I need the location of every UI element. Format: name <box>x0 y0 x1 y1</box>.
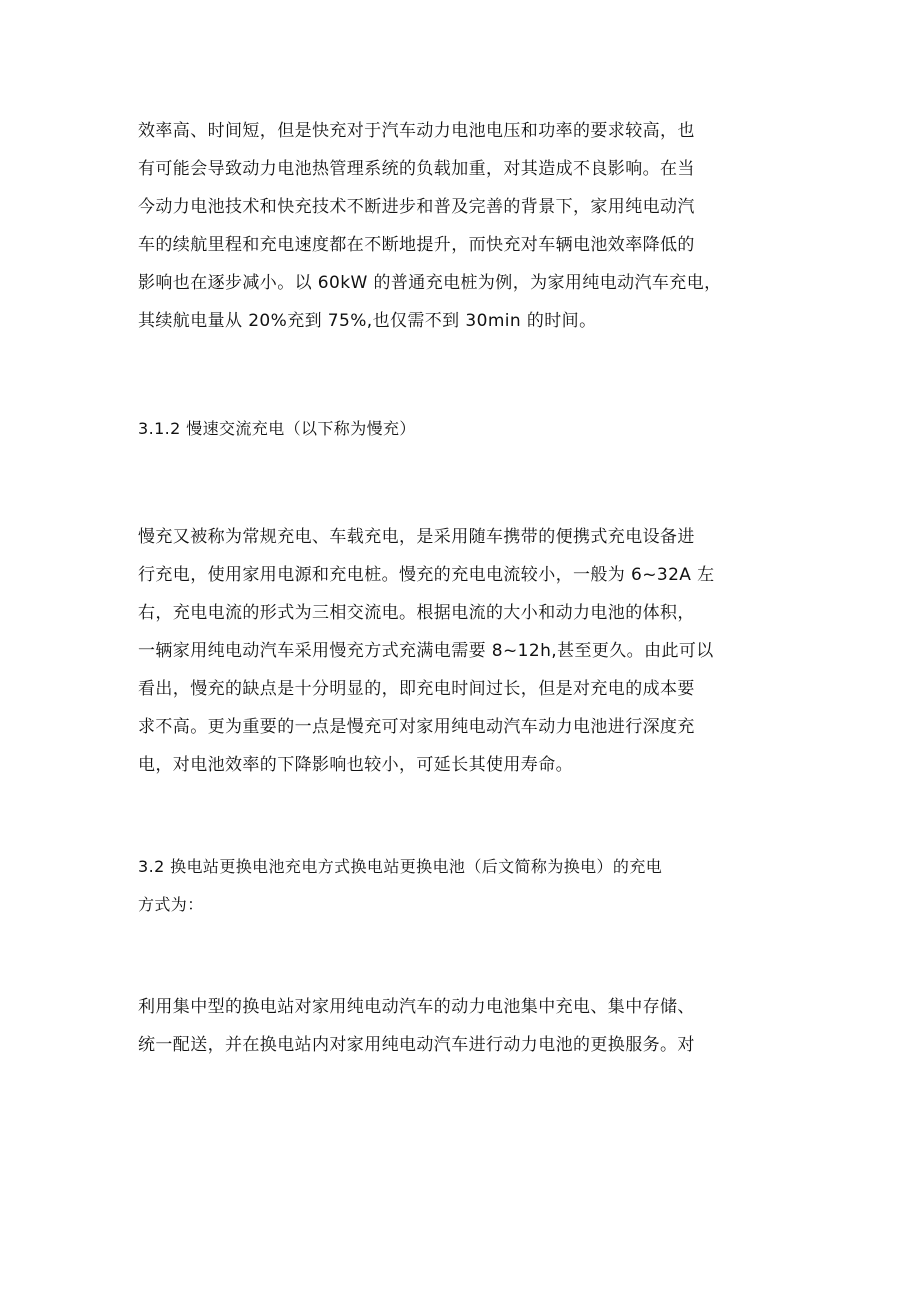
text-line: 效率高、时间短，但是快充对于汽车动力电池电压和功率的要求较高，也 <box>138 121 695 141</box>
paragraph-spacer <box>138 924 788 988</box>
text-line: 慢充又被称为常规充电、车载充电，是采用随车携带的便携式充电设备进 <box>138 527 695 547</box>
text-line: 影响也在逐步减小。以 60kW 的普通充电桩为例，为家用纯电动汽车充电， <box>138 273 722 293</box>
body-paragraph <box>138 518 788 784</box>
paragraph-spacer <box>138 340 788 410</box>
text-line: 利用集中型的换电站对家用纯电动汽车的动力电池集中充电、集中存储、 <box>138 997 695 1017</box>
text-line: 右，充电电流的形式为三相交流电。根据电流的大小和动力电池的体积， <box>138 603 695 623</box>
text-line: 有可能会导致动力电池热管理系统的负载加重，对其造成不良影响。在当 <box>138 159 695 179</box>
heading-text: 3.1.2 慢速交流充电（以下称为慢充） <box>138 419 416 438</box>
heading-text: 3.2 换电站更换电池充电方式换电站更换电池（后文简称为换电）的充电 <box>138 857 663 876</box>
body-paragraph <box>138 112 788 340</box>
paragraph-spacer <box>138 784 788 848</box>
text-line: 车的续航里程和充电速度都在不断地提升，而快充对车辆电池效率降低的 <box>138 235 695 255</box>
paragraph-spacer <box>138 448 788 518</box>
text-line: 今动力电池技术和快充技术不断进步和普及完善的背景下，家用纯电动汽 <box>138 197 695 217</box>
heading-text: 方式为： <box>138 895 204 914</box>
text-line: 求不高。更为重要的一点是慢充可对家用纯电动汽车动力电池进行深度充 <box>138 717 695 737</box>
section-heading <box>138 848 788 924</box>
section-heading <box>138 410 788 448</box>
text-line: 行充电，使用家用电源和充电桩。慢充的充电电流较小，一般为 6~32A 左 <box>138 565 715 585</box>
document-page <box>138 112 788 1064</box>
text-line: 电，对电池效率的下降影响也较小，可延长其使用寿命。 <box>138 755 573 775</box>
text-line: 一辆家用纯电动汽车采用慢充方式充满电需要 8~12h,甚至更久。由此可以 <box>138 641 714 661</box>
text-line: 看出，慢充的缺点是十分明显的，即充电时间过长，但是对充电的成本要 <box>138 679 695 699</box>
text-line: 其续航电量从 20%充到 75%,也仅需不到 30min 的时间。 <box>138 311 597 331</box>
body-paragraph <box>138 988 788 1064</box>
text-line: 统一配送，并在换电站内对家用纯电动汽车进行动力电池的更换服务。对 <box>138 1035 695 1055</box>
